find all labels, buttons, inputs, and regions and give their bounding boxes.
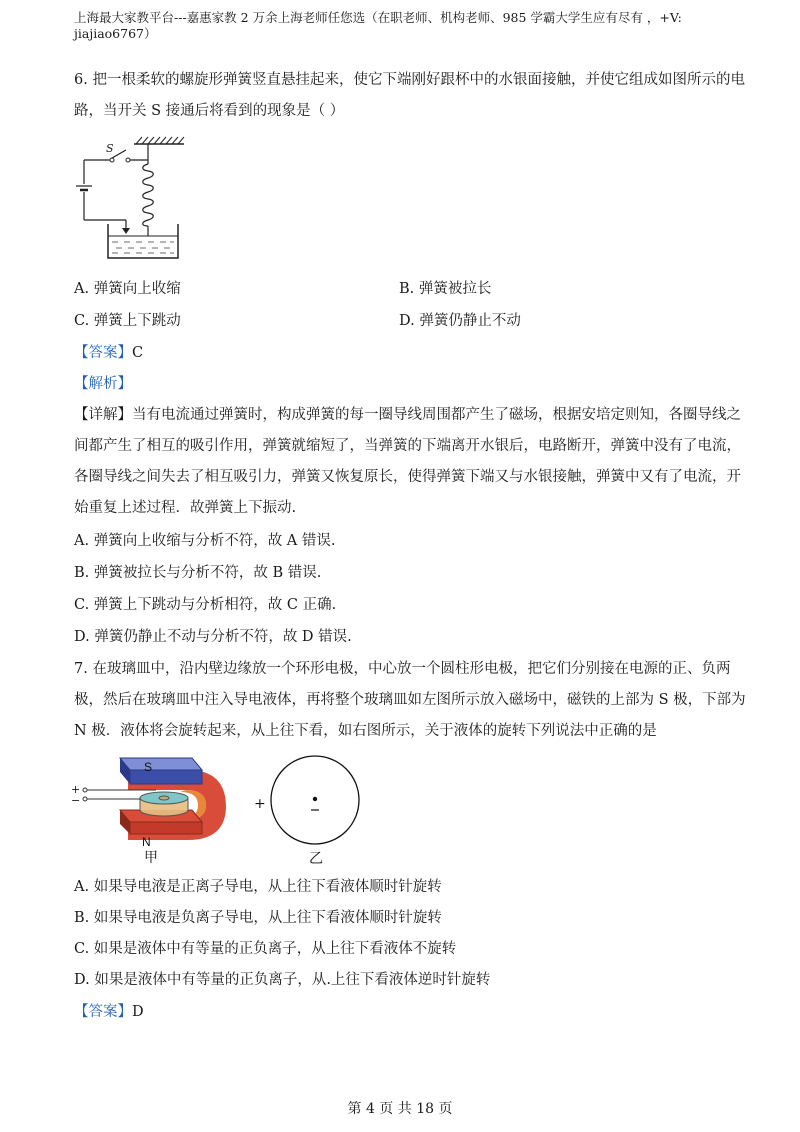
q7-stem-line-2: 极，然后在玻璃皿中注入导电液体，再将整个玻璃皿如左图所示放入磁场中，磁铁的上部为 S 极，下部为 xyxy=(74,692,746,708)
q7-answer xyxy=(74,1000,144,1021)
page-footer: 第 4 页 共 18 页 xyxy=(347,1101,453,1117)
q6-detail-line-4: 始重复上述过程．故弹簧上下振动. xyxy=(74,500,297,516)
q6-stem-line-1: 6. 把一根柔软的螺旋形弹簧竖直悬挂起来，使它下端刚好跟杯中的水银面接触，并使它组成如图所示的电 xyxy=(74,72,745,88)
detail-text: 当有电流通过弹簧时，构成弹簧的每一圈导线周围都产生了磁场，根据安培定则知，各圈导线之 xyxy=(132,407,741,423)
figure-yi-caption: 乙 xyxy=(309,851,323,867)
answer-value: D xyxy=(132,1004,144,1020)
top-view-dish-figure xyxy=(250,750,370,870)
header-line-2: jiajiao6767） xyxy=(74,26,157,41)
answer-value: C xyxy=(132,345,144,361)
q6-option-a: A. 弹簧向上收缩 xyxy=(74,281,181,297)
switch-label: S xyxy=(106,142,114,155)
detail-tag: 【详解】 xyxy=(74,407,132,423)
q6-stem-line-2: 路，当开关 S 接通后将看到的现象是（ ） xyxy=(74,103,345,119)
q6-analysis-b: B. 弹簧被拉长与分析不符，故 B 错误. xyxy=(74,565,322,581)
plus-terminal-label: + xyxy=(71,783,81,796)
s-pole-label: S xyxy=(144,760,153,774)
q7-option-c: C. 如果是液体中有等量的正负离子，从上往下看液体不旋转 xyxy=(74,941,457,957)
q6-option-b: B. 弹簧被拉长 xyxy=(399,281,492,297)
minus-terminal-label: − xyxy=(71,794,81,807)
q7-option-b: B. 如果导电液是负离子导电，从上往下看液体顺时针旋转 xyxy=(74,910,442,926)
q6-analysis-c: C. 弹簧上下跳动与分析相符，故 C 正确. xyxy=(74,597,337,613)
q7-stem-line-1: 7. 在玻璃皿中，沿内壁边缘放一个环形电极，中心放一个圆柱形电极，把它们分别接在电源的正、负两 xyxy=(74,661,731,677)
page-header xyxy=(74,10,734,42)
q6-analysis-d: D. 弹簧仍静止不动与分析不符，故 D 错误. xyxy=(74,629,352,645)
q6-answer xyxy=(74,341,143,362)
q6-option-c: C. 弹簧上下跳动 xyxy=(74,313,181,329)
q7-option-d: D. 如果是液体中有等量的正负离子，从.上往下看液体逆时针旋转 xyxy=(74,972,491,988)
outer-plus-label: + xyxy=(254,796,266,812)
q6-analysis-a: A. 弹簧向上收缩与分析不符，故 A 错误. xyxy=(74,533,336,549)
header-line-1: 上海最大家教平台---嘉惠家教 2 万余上海老师任您选（在职老师、机构老师、985 学霸大学生应有尽有 ，+V: xyxy=(74,10,682,25)
answer-tag: 【答案】 xyxy=(74,345,132,361)
q6-detail-line-3: 各圈导线之间失去了相互吸引力，弹簧又恢复原长，使得弹簧下端又与水银接触，弹簧中又有了电流，开 xyxy=(74,469,741,485)
q6-option-d: D. 弹簧仍静止不动 xyxy=(399,313,521,329)
spring-circuit-figure xyxy=(72,132,192,264)
answer-tag: 【答案】 xyxy=(74,1004,132,1020)
n-pole-label: N xyxy=(142,835,151,849)
magnet-dish-figure xyxy=(68,748,238,868)
q6-analysis-tag: 【解析】 xyxy=(74,376,132,392)
q7-stem-line-3: N 极．液体将会旋转起来，从上往下看，如右图所示，关于液体的旋转下列说法中正确的是 xyxy=(74,723,657,739)
q7-option-a: A. 如果导电液是正离子导电，从上往下看液体顺时针旋转 xyxy=(74,879,442,895)
figure-jia-caption: 甲 xyxy=(144,850,158,866)
q6-detail-line-2: 间都产生了相互的吸引作用，弹簧就缩短了，当弹簧的下端离开水银后，电路断开，弹簧中没有了电流， xyxy=(74,438,741,454)
q6-detail-line-1 xyxy=(74,403,741,424)
